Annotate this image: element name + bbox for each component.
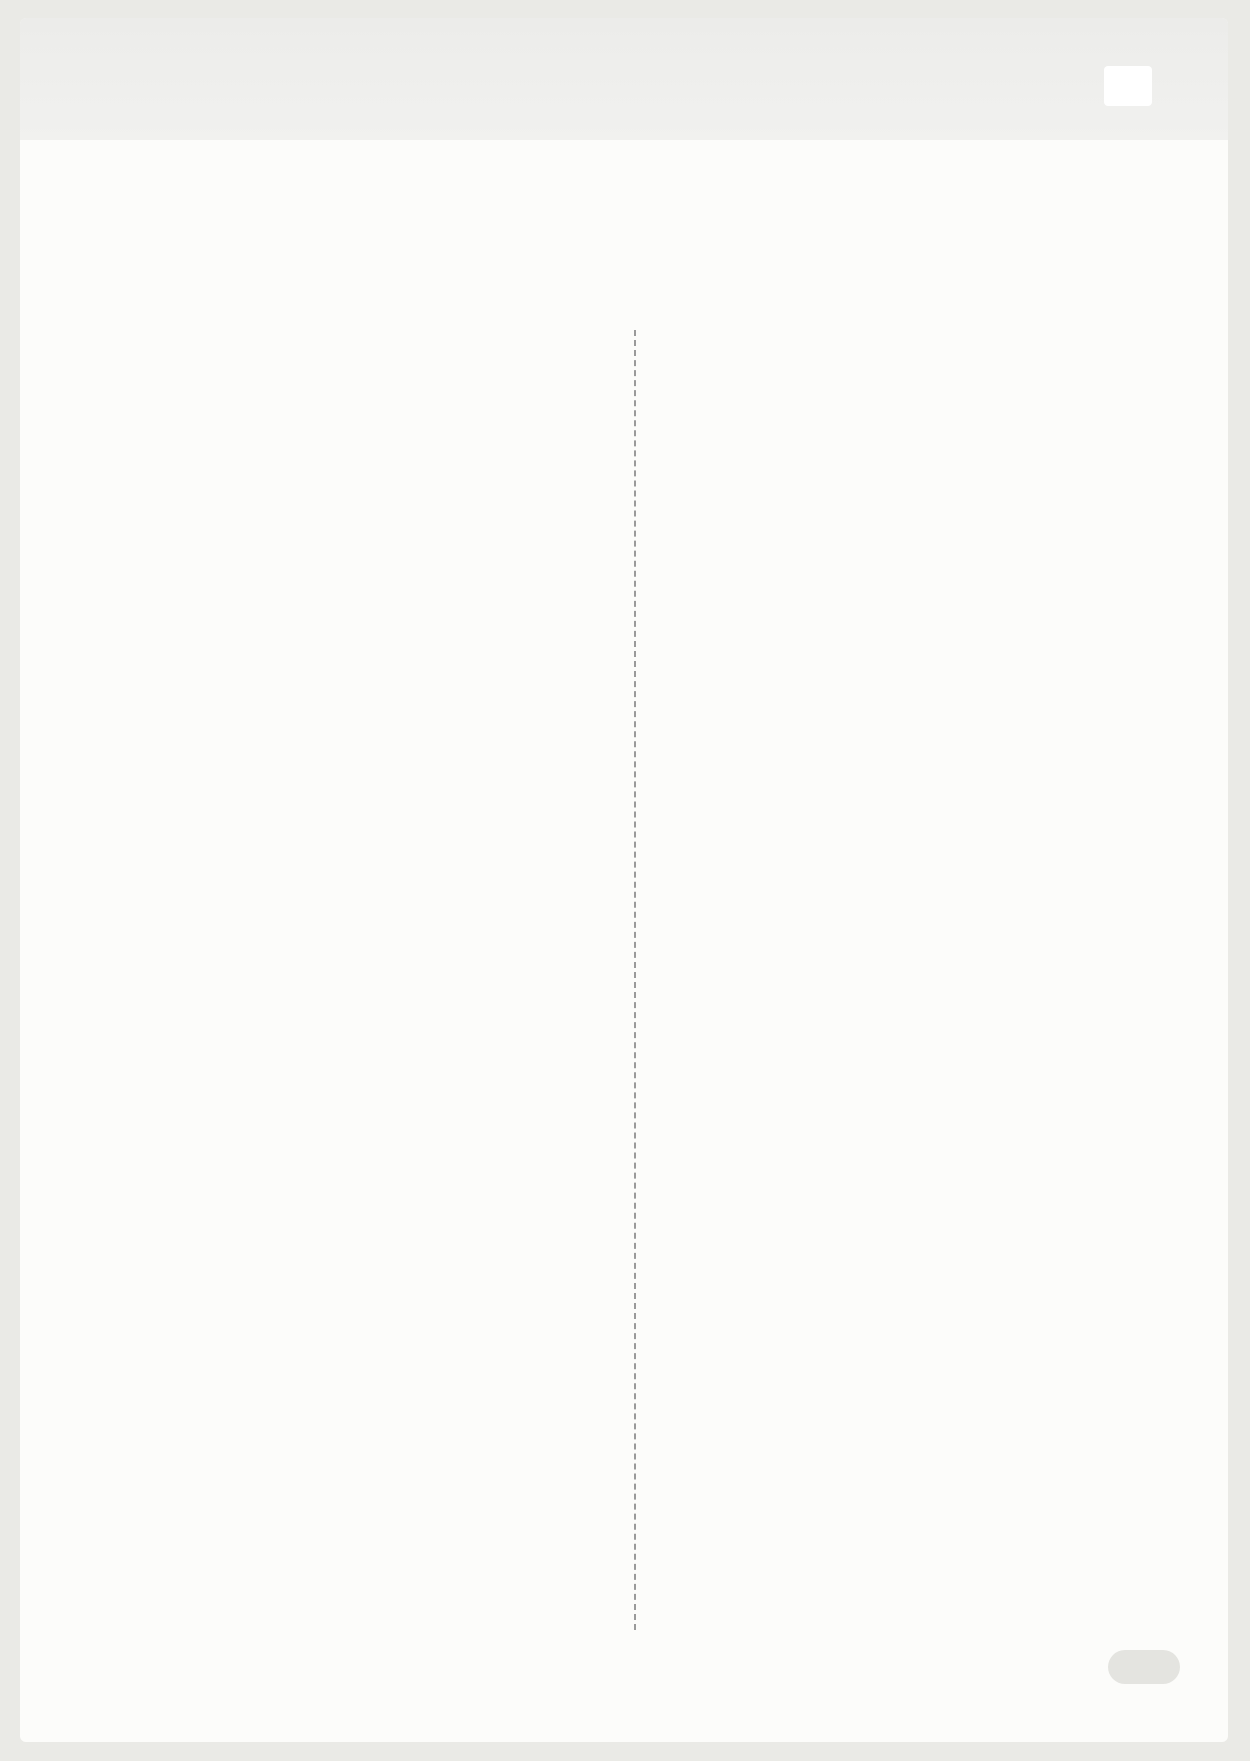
page-title xyxy=(20,196,1228,250)
page-number xyxy=(1108,1650,1180,1684)
header-tag xyxy=(1104,66,1152,106)
answer-page xyxy=(20,18,1228,1742)
column-divider xyxy=(634,330,636,1630)
watermark-layer xyxy=(20,18,1228,1742)
page-header-bar xyxy=(20,18,1228,140)
